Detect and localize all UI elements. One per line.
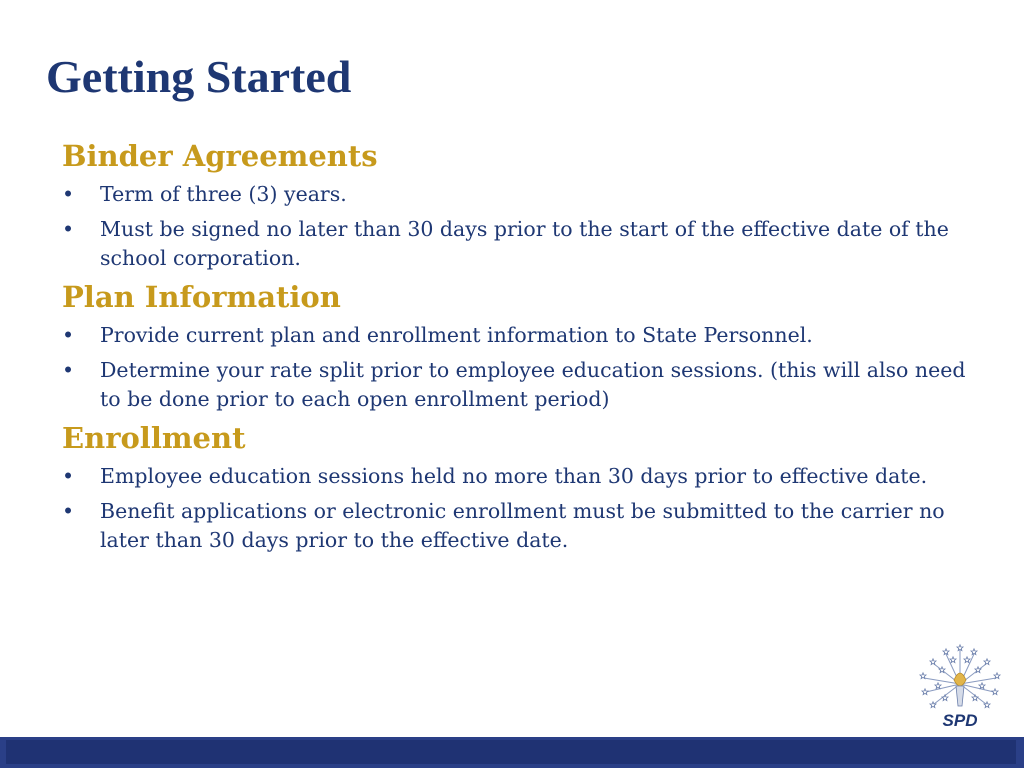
bullet-text: Benefit applications or electronic enrollment must be submitted to the carrier no later than 30 days prior to the effective date. [100, 499, 945, 552]
bullet-text: Employee education sessions held no more than 30 days prior to effective date. [100, 464, 928, 488]
slide-title: Getting Started [46, 51, 352, 102]
bullet-item [62, 215, 992, 273]
bullet-mark: • [62, 182, 75, 206]
footer-bar [0, 737, 1024, 768]
star-icon [992, 689, 998, 695]
bullet-text: Provide current plan and enrollment information to State Personnel. [100, 323, 813, 347]
bullet-item [62, 462, 992, 491]
bullet-list [62, 462, 992, 555]
bullet-list [62, 180, 992, 273]
bullet-list [62, 321, 992, 414]
star-icon [930, 659, 936, 665]
bullet-item [62, 356, 992, 414]
bullet-text: Term of three (3) years. [100, 182, 347, 206]
slide-content [62, 138, 992, 561]
star-icon [984, 659, 990, 665]
star-icon [957, 645, 963, 651]
star-icon [942, 695, 948, 701]
bullet-mark: • [62, 464, 75, 488]
footer-bar-inner [6, 740, 1016, 764]
bullet-text: Determine your rate split prior to employee education sessions. (this will also need to be done prior to each open enrollment period) [100, 358, 966, 411]
star-icon [971, 649, 977, 655]
logo-text: SPD [942, 711, 978, 730]
bullet-mark: • [62, 358, 75, 382]
bullet-mark: • [62, 217, 75, 241]
star-icon [964, 657, 970, 663]
star-icon [972, 695, 978, 701]
section-heading-binder-agreements: Binder Agreements [62, 139, 378, 173]
section-heading-enrollment: Enrollment [62, 421, 246, 455]
section-heading-plan-information: Plan Information [62, 280, 341, 314]
bullet-mark: • [62, 323, 75, 347]
star-icon [943, 649, 949, 655]
star-icon [979, 683, 985, 689]
bullet-item [62, 497, 992, 555]
bullet-text: Must be signed no later than 30 days prior to the start of the effective date of the school corporation. [100, 217, 949, 270]
bullet-item [62, 321, 992, 350]
star-icon [950, 657, 956, 663]
bullet-item [62, 180, 992, 209]
star-icon [935, 683, 941, 689]
bullet-mark: • [62, 499, 75, 523]
star-icon [922, 689, 928, 695]
